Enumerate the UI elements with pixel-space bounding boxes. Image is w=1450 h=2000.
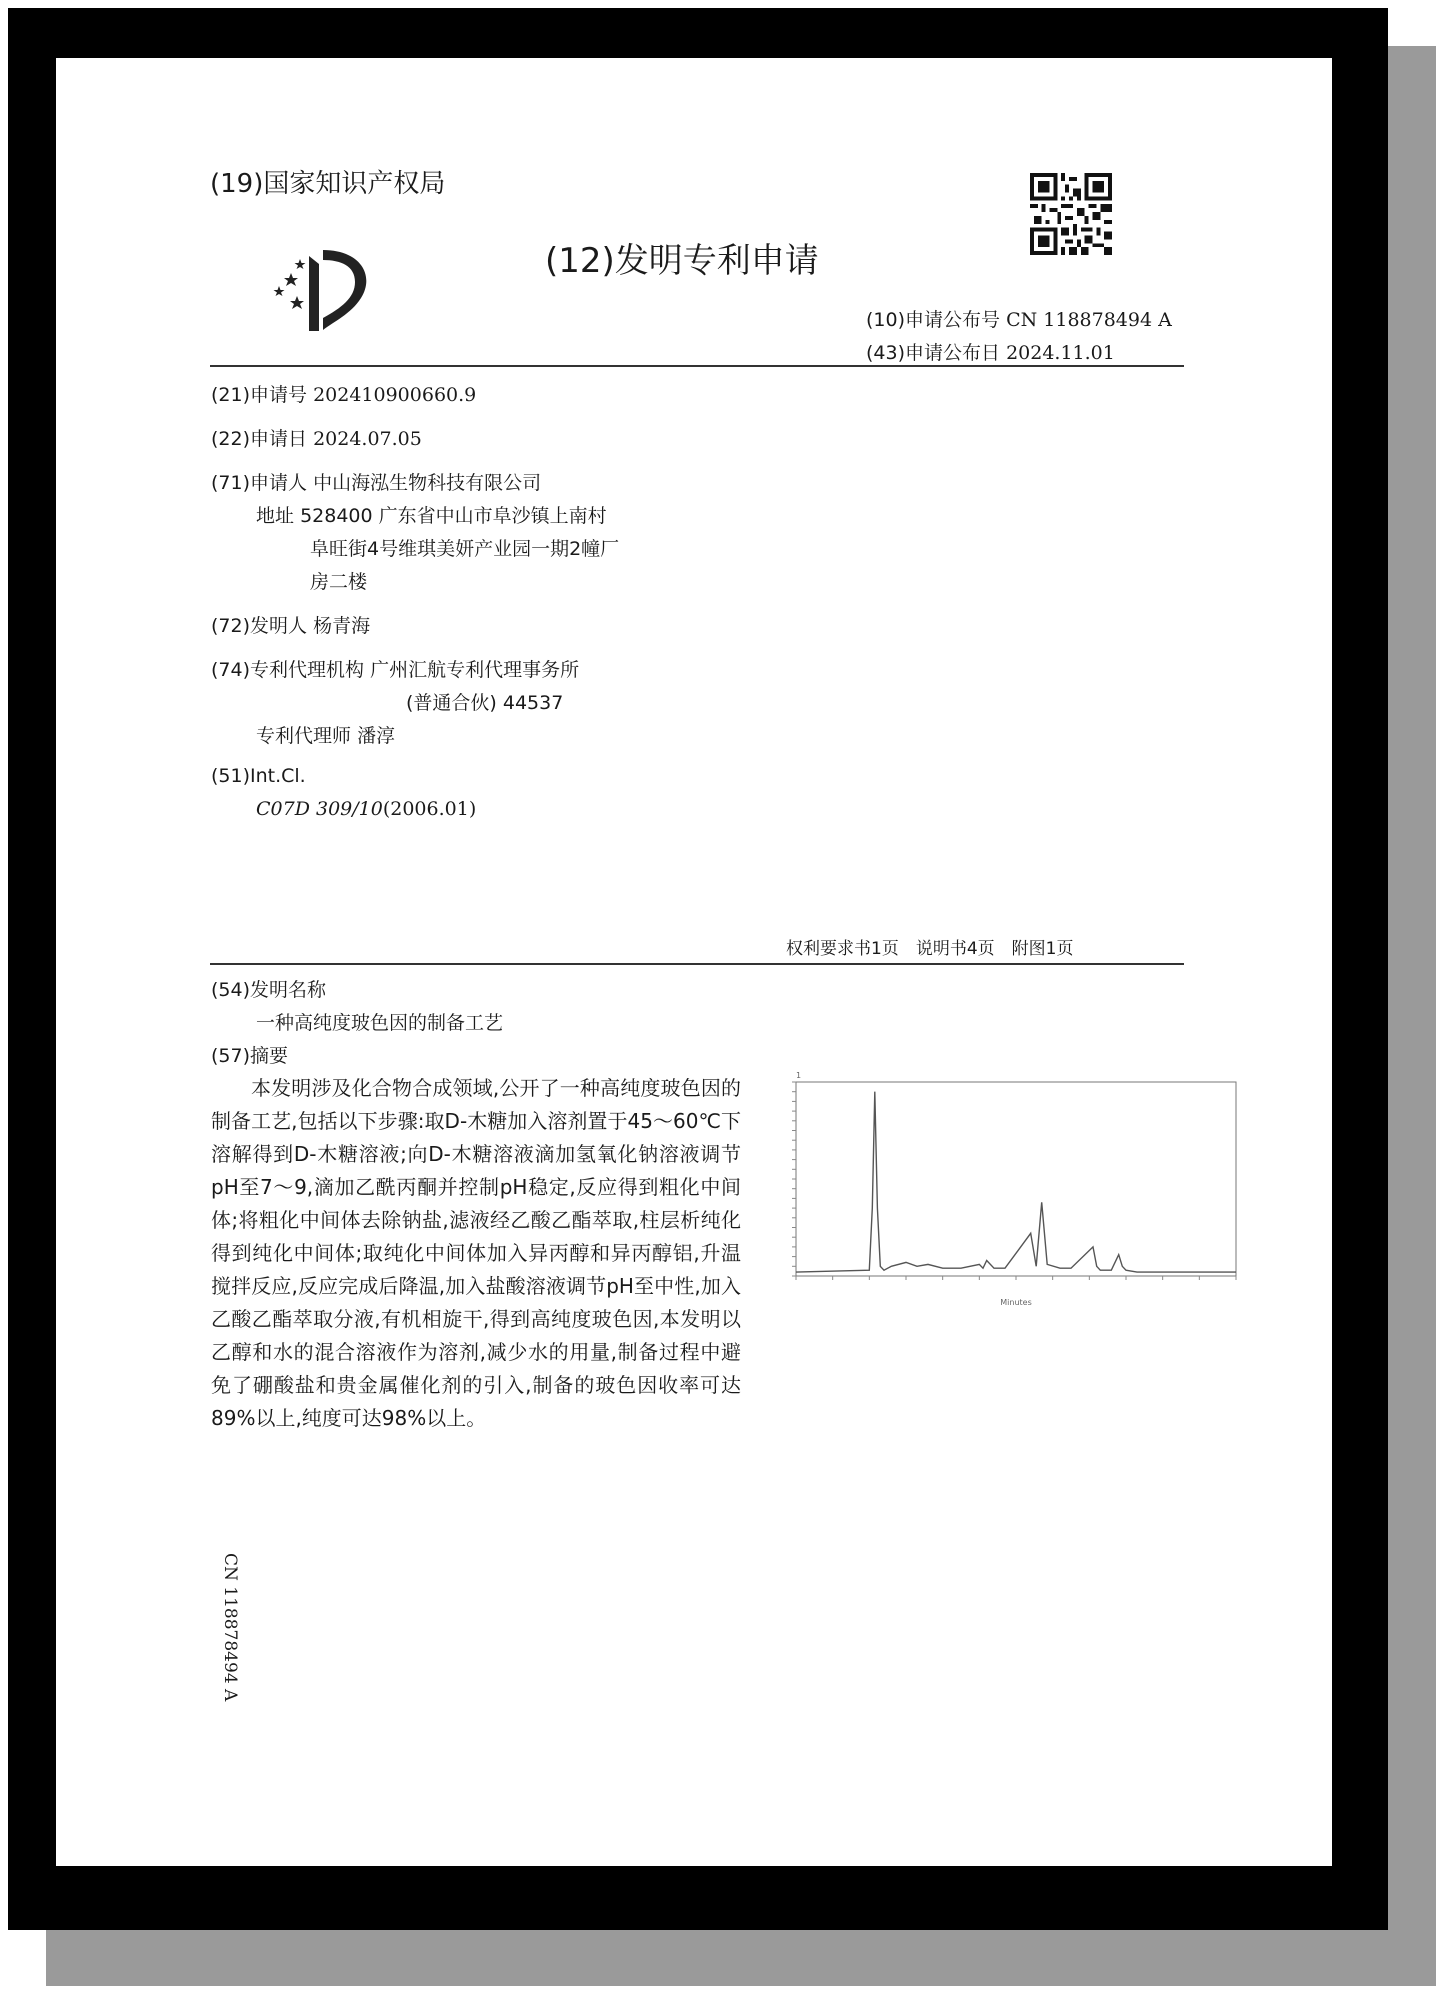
address-line-3: 房二楼	[310, 571, 368, 593]
intcl-code: C07D 309/10	[256, 798, 383, 820]
invention-title: 一种高纯度玻色因的制备工艺	[256, 1012, 504, 1034]
address-line-1: 528400 广东省中山市阜沙镇上南村	[300, 505, 607, 527]
chart-y-corner-tick: 1	[796, 1071, 802, 1080]
applicant-name: 中山海泓生物科技有限公司	[313, 472, 542, 494]
address-label: 地址	[256, 505, 295, 527]
applicant-label: (71)申请人	[211, 472, 308, 494]
abstract-figure-chromatogram	[774, 1068, 1244, 1328]
pub-date-label: (43)申请公布日	[866, 342, 1001, 364]
intcl-year: (2006.01)	[382, 798, 477, 820]
application-date-label: (22)申请日	[211, 428, 308, 450]
document-type: (12)发明专利申请	[545, 241, 819, 281]
application-number-label: (21)申请号	[211, 384, 308, 406]
agency-name: 广州汇航专利代理事务所	[370, 659, 580, 681]
chart-plot-frame	[796, 1082, 1236, 1276]
chromatogram-trace	[796, 1092, 1236, 1272]
address-line-2: 阜旺街4号维琪美妍产业园一期2幢厂	[310, 538, 620, 560]
agent-label: 专利代理师	[256, 725, 352, 747]
inventor-label: (72)发明人	[211, 615, 308, 637]
pub-date: 2024.11.01	[1006, 342, 1115, 364]
title-label: (54)发明名称	[211, 979, 327, 1001]
header-divider	[210, 365, 1184, 367]
pub-number-row	[866, 305, 1172, 332]
abstract-label: (57)摘要	[211, 1045, 289, 1067]
applicant-row	[211, 468, 541, 495]
intcl-label: (51)Int.Cl.	[211, 765, 306, 787]
intcl-row	[256, 798, 476, 820]
cnipa-logo	[271, 236, 385, 346]
application-date-row	[211, 424, 422, 451]
agent-row	[256, 721, 395, 748]
side-publication-number: CN 118878494 A	[220, 1553, 240, 1702]
office-name: (19)国家知识产权局	[210, 169, 446, 199]
chart-x-axis-label: Minutes	[1000, 1298, 1032, 1307]
abstract-text: 本发明涉及化合物合成领域,公开了一种高纯度玻色因的制备工艺,包括以下步骤:取D-木糖加入溶剂置于45～60℃下溶解得到D-木糖溶液;向D-木糖溶液滴加氢氧化钠溶液调节pH至7～9,滴加乙酰丙酮并控制pH稳定,反应得到粗化中间体;将粗化中间体去除钠盐,滤液经乙酸乙酯萃取,柱层析纯化得到纯化中间体;取纯化中间体加入异丙醇和异丙醇铝,升温搅拌反应,反应完成后降温,加入盐酸溶液调节pH至中性,加入乙酸乙酯萃取分液,有机相旋干,得到高纯度玻色因,本发明以乙醇和水的混合溶液作为溶剂,减少水的用量,制备过程中避免了硼酸盐和贵金属催化剂的引入,制备的玻色因收率可达89%以上,纯度可达98%以上。	[211, 1076, 741, 1430]
inventor-row	[211, 611, 370, 638]
inventor-name: 杨青海	[313, 615, 371, 637]
pub-number-label: (10)申请公布号	[866, 309, 1001, 331]
agency-label: (74)专利代理机构	[211, 659, 365, 681]
application-number: 202410900660.9	[313, 384, 477, 406]
agency-line-2: (普通合伙) 44537	[406, 692, 564, 714]
page-counts: 权利要求书1页 说明书4页 附图1页	[786, 939, 1074, 959]
agent-name: 潘淳	[357, 725, 396, 747]
application-number-row	[211, 380, 476, 407]
qr-code	[1030, 173, 1112, 255]
application-date: 2024.07.05	[313, 428, 422, 450]
patent-page	[56, 58, 1332, 1866]
address-row	[256, 501, 607, 528]
pub-date-row	[866, 338, 1115, 365]
agency-row	[211, 655, 579, 682]
abstract-divider	[210, 963, 1184, 965]
pub-number: CN 118878494 A	[1006, 309, 1172, 331]
